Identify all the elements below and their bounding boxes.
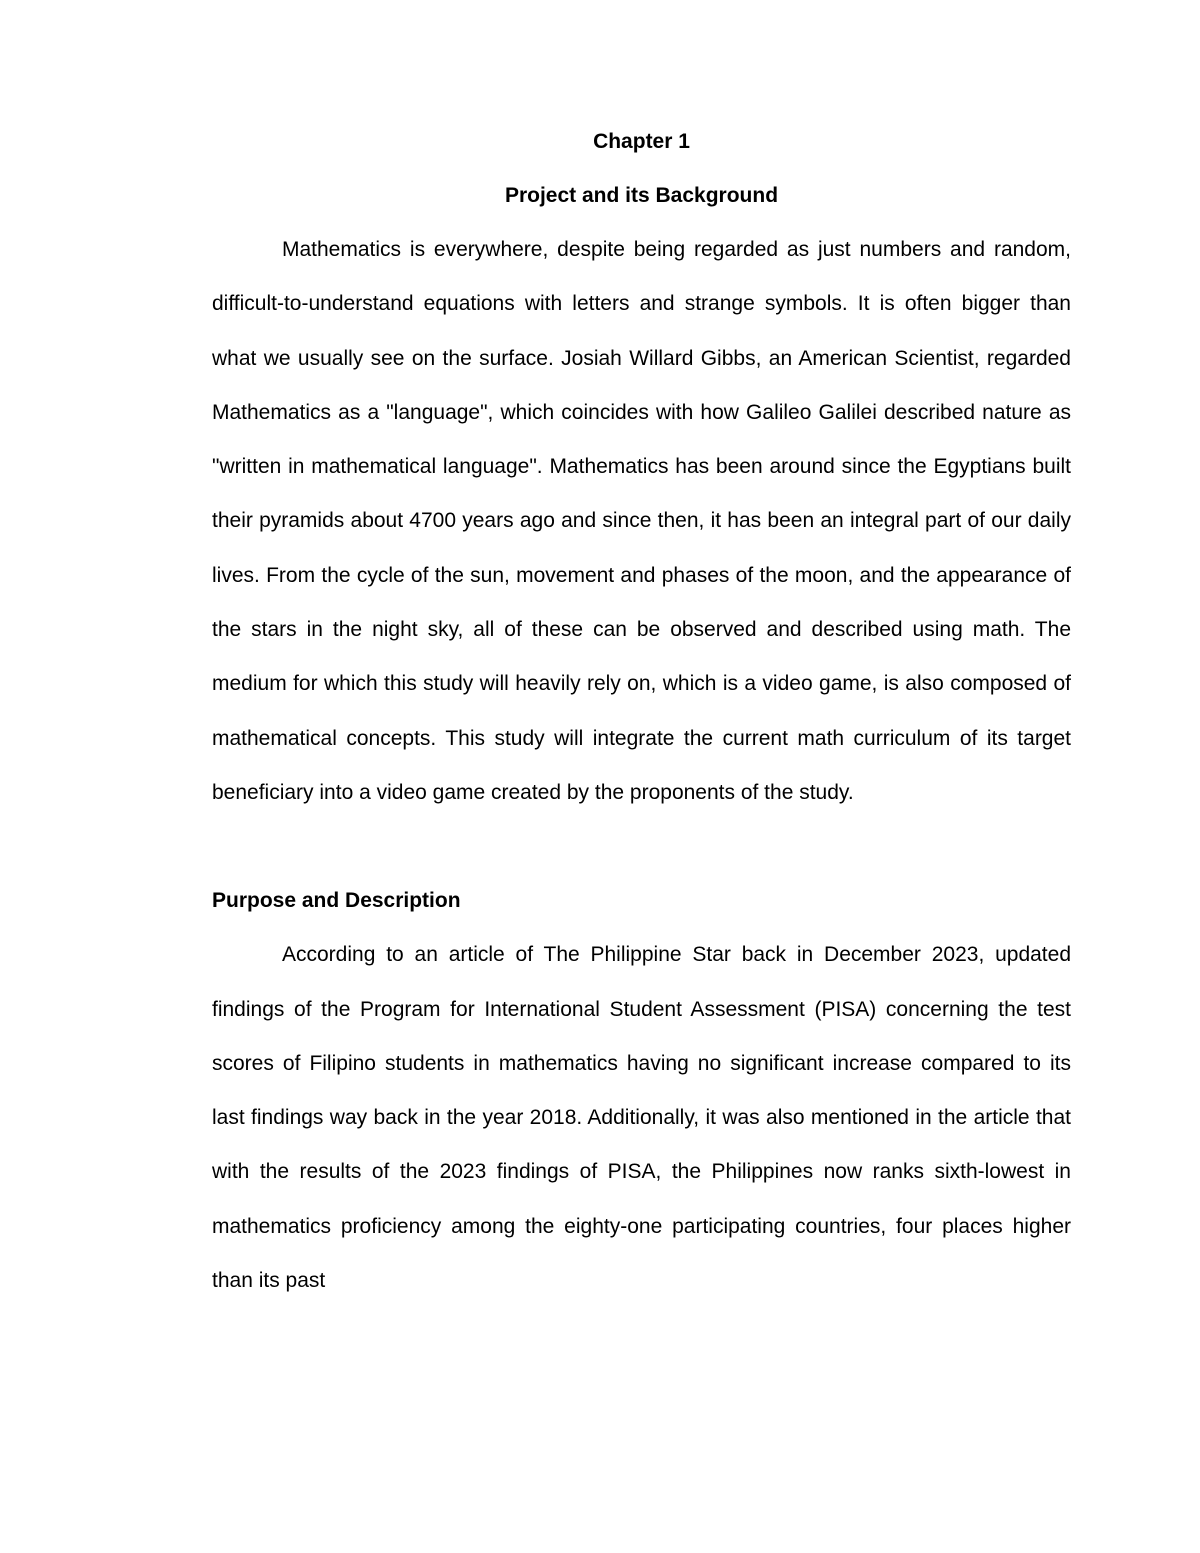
chapter-title: Chapter 1 [593,130,690,153]
chapter-subtitle: Project and its Background [504,184,779,207]
purpose-paragraph: According to an article of The Philippine Star back in December 2023, updated findings of the Program for International Student Assessment (PISA) concerning the test scores of Filipino students in mathematics having no significant increase compared to its last findings way back in the year 2018. Additionally, it was also mentioned in the article that with the results of the 2023 findings of PISA, the Philippines now ranks sixth-lowest in mathematics proficiency among the eighty-one participating countries, four places higher than its past [212,943,1071,1293]
page-content [212,115,1071,1308]
section-heading-purpose: Purpose and Description [212,889,461,913]
background-paragraph: Mathematics is everywhere, despite being regarded as just numbers and random, difficult-to-understand equations with letters and strange symbols. It is often bigger than what we usually see on the surface. Josiah Willard Gibbs, an American Scientist, regarded Mathematics as a "language", which coincides with how Galileo Galilei described nature as "written in mathematical language". Mathematics has been around since the Egyptians built their pyramids about 4700 years ago and since then, it has been an integral part of our daily lives. From the cycle of the sun, movement and phases of the moon, and the appearance of the stars in the night sky, all of these can be observed and described using math. The medium for which this study will heavily rely on, which is a video game, is also composed of mathematical concepts. This study will integrate the current math curriculum of its target beneficiary into a video game created by the proponents of the study. [212,238,1071,804]
